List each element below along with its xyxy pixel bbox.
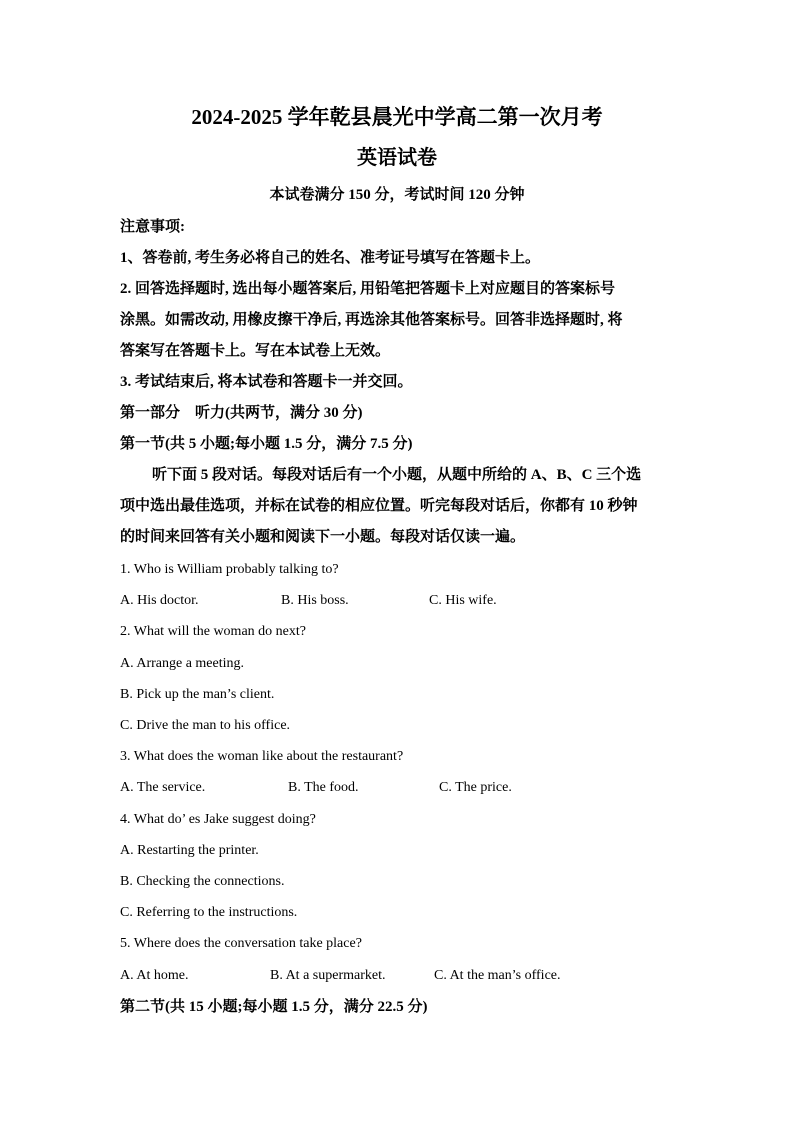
notice-item-2: 2. 回答选择题时, 选出每小题答案后, 用铅笔把答题卡上对应题目的答案标号 <box>120 281 616 297</box>
question-1-option-c: C. His wife. <box>429 593 497 608</box>
notice-item-2-end: 答案写在答题卡上。写在本试卷上无效。 <box>120 343 391 359</box>
exam-info: 本试卷满分 150 分，考试时间 120 分钟 <box>269 187 525 203</box>
exam-subtitle: 英语试卷 <box>357 147 437 169</box>
question-2-stem: 2. What will the woman do next? <box>120 624 306 639</box>
notice-item-1: 1、答卷前, 考生务必将自己的姓名、准考证号填写在答题卡上。 <box>120 250 541 266</box>
question-4-option-a: A. Restarting the printer. <box>120 843 259 858</box>
section1-instructions-2: 项中选出最佳选项，并标在试卷的相应位置。听完每段对话后，你都有 10 秒钟 <box>120 498 638 514</box>
question-5-stem: 5. Where does the conversation take place? <box>120 936 362 951</box>
question-2-option-b: B. Pick up the man’s client. <box>120 687 275 702</box>
question-1-option-a: A. His doctor. <box>120 593 199 608</box>
part1-heading: 第一部分 听力(共两节，满分 30 分) <box>120 405 363 421</box>
exam-title: 2024-2025 学年乾县晨光中学高二第一次月考 <box>191 105 603 129</box>
question-3-option-a: A. The service. <box>120 780 206 795</box>
notice-item-2-cont: 涂黑。如需改动, 用橡皮擦干净后, 再选涂其他答案标号。回答非选择题时, 将 <box>120 312 623 328</box>
question-4-option-b: B. Checking the connections. <box>120 874 285 889</box>
notice-heading: 注意事项: <box>120 219 185 235</box>
question-1-option-b: B. His boss. <box>281 593 349 608</box>
question-5-option-c: C. At the man’s office. <box>434 968 561 983</box>
question-2-option-a: A. Arrange a meeting. <box>120 656 245 671</box>
question-3-stem: 3. What does the woman like about the restaurant? <box>120 749 404 764</box>
question-5-option-b: B. At a supermarket. <box>270 968 386 983</box>
question-5-option-a: A. At home. <box>120 968 189 983</box>
question-2-option-c: C. Drive the man to his office. <box>120 718 291 733</box>
section1-instructions-1: 听下面 5 段对话。每段对话后有一个小题，从题中所给的 A、B、C 三个选 <box>152 467 642 483</box>
question-1-stem: 1. Who is William probably talking to? <box>120 562 339 577</box>
section1-heading: 第一节(共 5 小题;每小题 1.5 分，满分 7.5 分) <box>120 436 413 452</box>
section2-heading: 第二节(共 15 小题;每小题 1.5 分，满分 22.5 分) <box>120 999 428 1015</box>
section1-instructions-3: 的时间来回答有关小题和阅读下一小题。每段对话仅读一遍。 <box>120 529 526 545</box>
question-4-option-c: C. Referring to the instructions. <box>120 905 298 920</box>
question-3-option-c: C. The price. <box>439 780 512 795</box>
notice-item-3: 3. 考试结束后, 将本试卷和答题卡一并交回。 <box>120 374 413 390</box>
question-3-option-b: B. The food. <box>288 780 359 795</box>
question-4-stem: 4. What do’ es Jake suggest doing? <box>120 812 316 827</box>
